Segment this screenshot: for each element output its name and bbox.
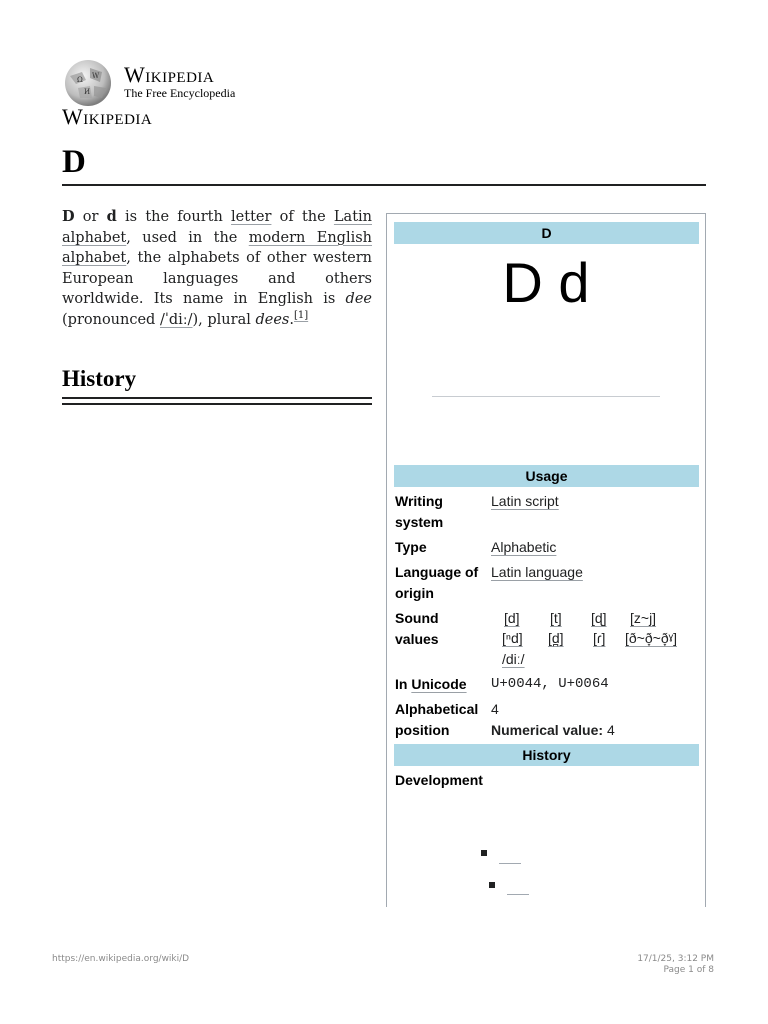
lead-text: . xyxy=(289,311,294,328)
list-bullet xyxy=(489,882,495,888)
page-title: D xyxy=(62,144,86,180)
infobox-history-header: History xyxy=(394,744,699,766)
footer-url: https://en.wikipedia.org/wiki/D xyxy=(52,954,190,964)
lead-text: , used in the xyxy=(126,229,249,246)
unicode-label xyxy=(395,674,467,695)
sound-value-link[interactable]: [t] xyxy=(550,610,562,626)
lead-bold-uppercase: D xyxy=(62,208,75,225)
lead-italic-dees: dees xyxy=(255,311,290,328)
sound-value-link[interactable]: [d̪] xyxy=(548,630,564,646)
sound-value-link[interactable]: [ɾ] xyxy=(593,630,606,646)
lead-text: , the alphabets of other western European languages and others worldwide. Its name in English is xyxy=(62,250,372,308)
sound-value-link[interactable]: [ð~ð̞~ð̞ˠ] xyxy=(625,630,678,646)
infobox-usage-header: Usage xyxy=(394,465,699,487)
writing-system-label: Writing system xyxy=(395,493,444,530)
sound-value-link[interactable]: [z~j] xyxy=(630,610,657,626)
unicode-label-prefix: In xyxy=(395,676,412,692)
link-latin-alphabet[interactable]: Latin alphabet xyxy=(62,209,372,246)
link-pronunciation[interactable]: /ˈdiː/ xyxy=(159,311,193,328)
lead-text: of the xyxy=(271,209,334,225)
wikipedia-tagline: The Free Encyclopedia xyxy=(124,86,236,100)
lead-italic-dee: dee xyxy=(345,291,372,308)
sound-value-link[interactable]: [ⁿd] xyxy=(502,630,523,646)
numerical-value: 4 xyxy=(606,722,615,738)
development-link-stub[interactable] xyxy=(507,894,529,895)
link-modern-english-alphabet[interactable]: modern English alphabet xyxy=(62,229,373,267)
numerical-value-label: Numerical value: xyxy=(491,722,604,738)
sound-value-link[interactable]: [d] xyxy=(504,610,520,626)
sound-values-label: Sound values xyxy=(395,610,439,647)
title-divider xyxy=(62,184,706,186)
type-link[interactable]: Alphabetic xyxy=(491,539,557,555)
development-label: Development xyxy=(395,772,483,788)
unicode-value: U+0044, U+0064 xyxy=(491,676,609,692)
sound-value-link[interactable]: [ɖ] xyxy=(591,610,607,626)
list-bullet xyxy=(481,850,487,856)
infobox-image-divider xyxy=(432,396,660,397)
svg-text:Ω: Ω xyxy=(77,76,83,84)
numerical-value-row xyxy=(491,720,615,741)
section-divider xyxy=(62,397,372,399)
writing-system-link[interactable]: Latin script xyxy=(491,493,559,509)
lead-text: is the fourth xyxy=(116,209,232,225)
footer-datetime: 17/1/25, 3:12 PM xyxy=(637,954,714,964)
lead-text: ), plural xyxy=(192,311,256,328)
section-divider xyxy=(62,403,372,405)
wikipedia-globe-icon xyxy=(62,58,114,108)
language-link[interactable]: Latin language xyxy=(491,564,583,580)
wikipedia-wordmark-secondary[interactable]: Wikipedia xyxy=(62,104,153,129)
type-label: Type xyxy=(395,539,427,555)
section-heading-history: History xyxy=(62,366,137,391)
lead-text: (pronounced xyxy=(62,311,160,328)
infobox xyxy=(386,213,706,907)
unicode-link[interactable]: Unicode xyxy=(411,676,467,692)
reference-link[interactable]: [1] xyxy=(293,310,309,322)
infobox-title: D xyxy=(394,222,699,244)
sound-value-link[interactable]: /diː/ xyxy=(502,651,525,667)
alphabetical-position-label: Alphabetical position xyxy=(395,701,479,738)
lead-bold-lowercase: d xyxy=(106,208,117,225)
svg-text:W: W xyxy=(92,72,100,80)
development-link-stub[interactable] xyxy=(499,863,521,864)
lead-paragraph xyxy=(62,207,372,331)
svg-text:И: И xyxy=(84,88,91,96)
link-letter[interactable]: letter xyxy=(231,209,272,225)
footer-page-number: Page 1 of 8 xyxy=(663,965,714,975)
infobox-glyph: D d xyxy=(502,251,590,314)
language-of-origin-label: Language of origin xyxy=(395,564,479,601)
wikipedia-wordmark[interactable]: Wikipedia xyxy=(124,62,215,87)
alphabetical-position-value: 4 xyxy=(491,701,499,717)
lead-text: or xyxy=(74,209,107,225)
